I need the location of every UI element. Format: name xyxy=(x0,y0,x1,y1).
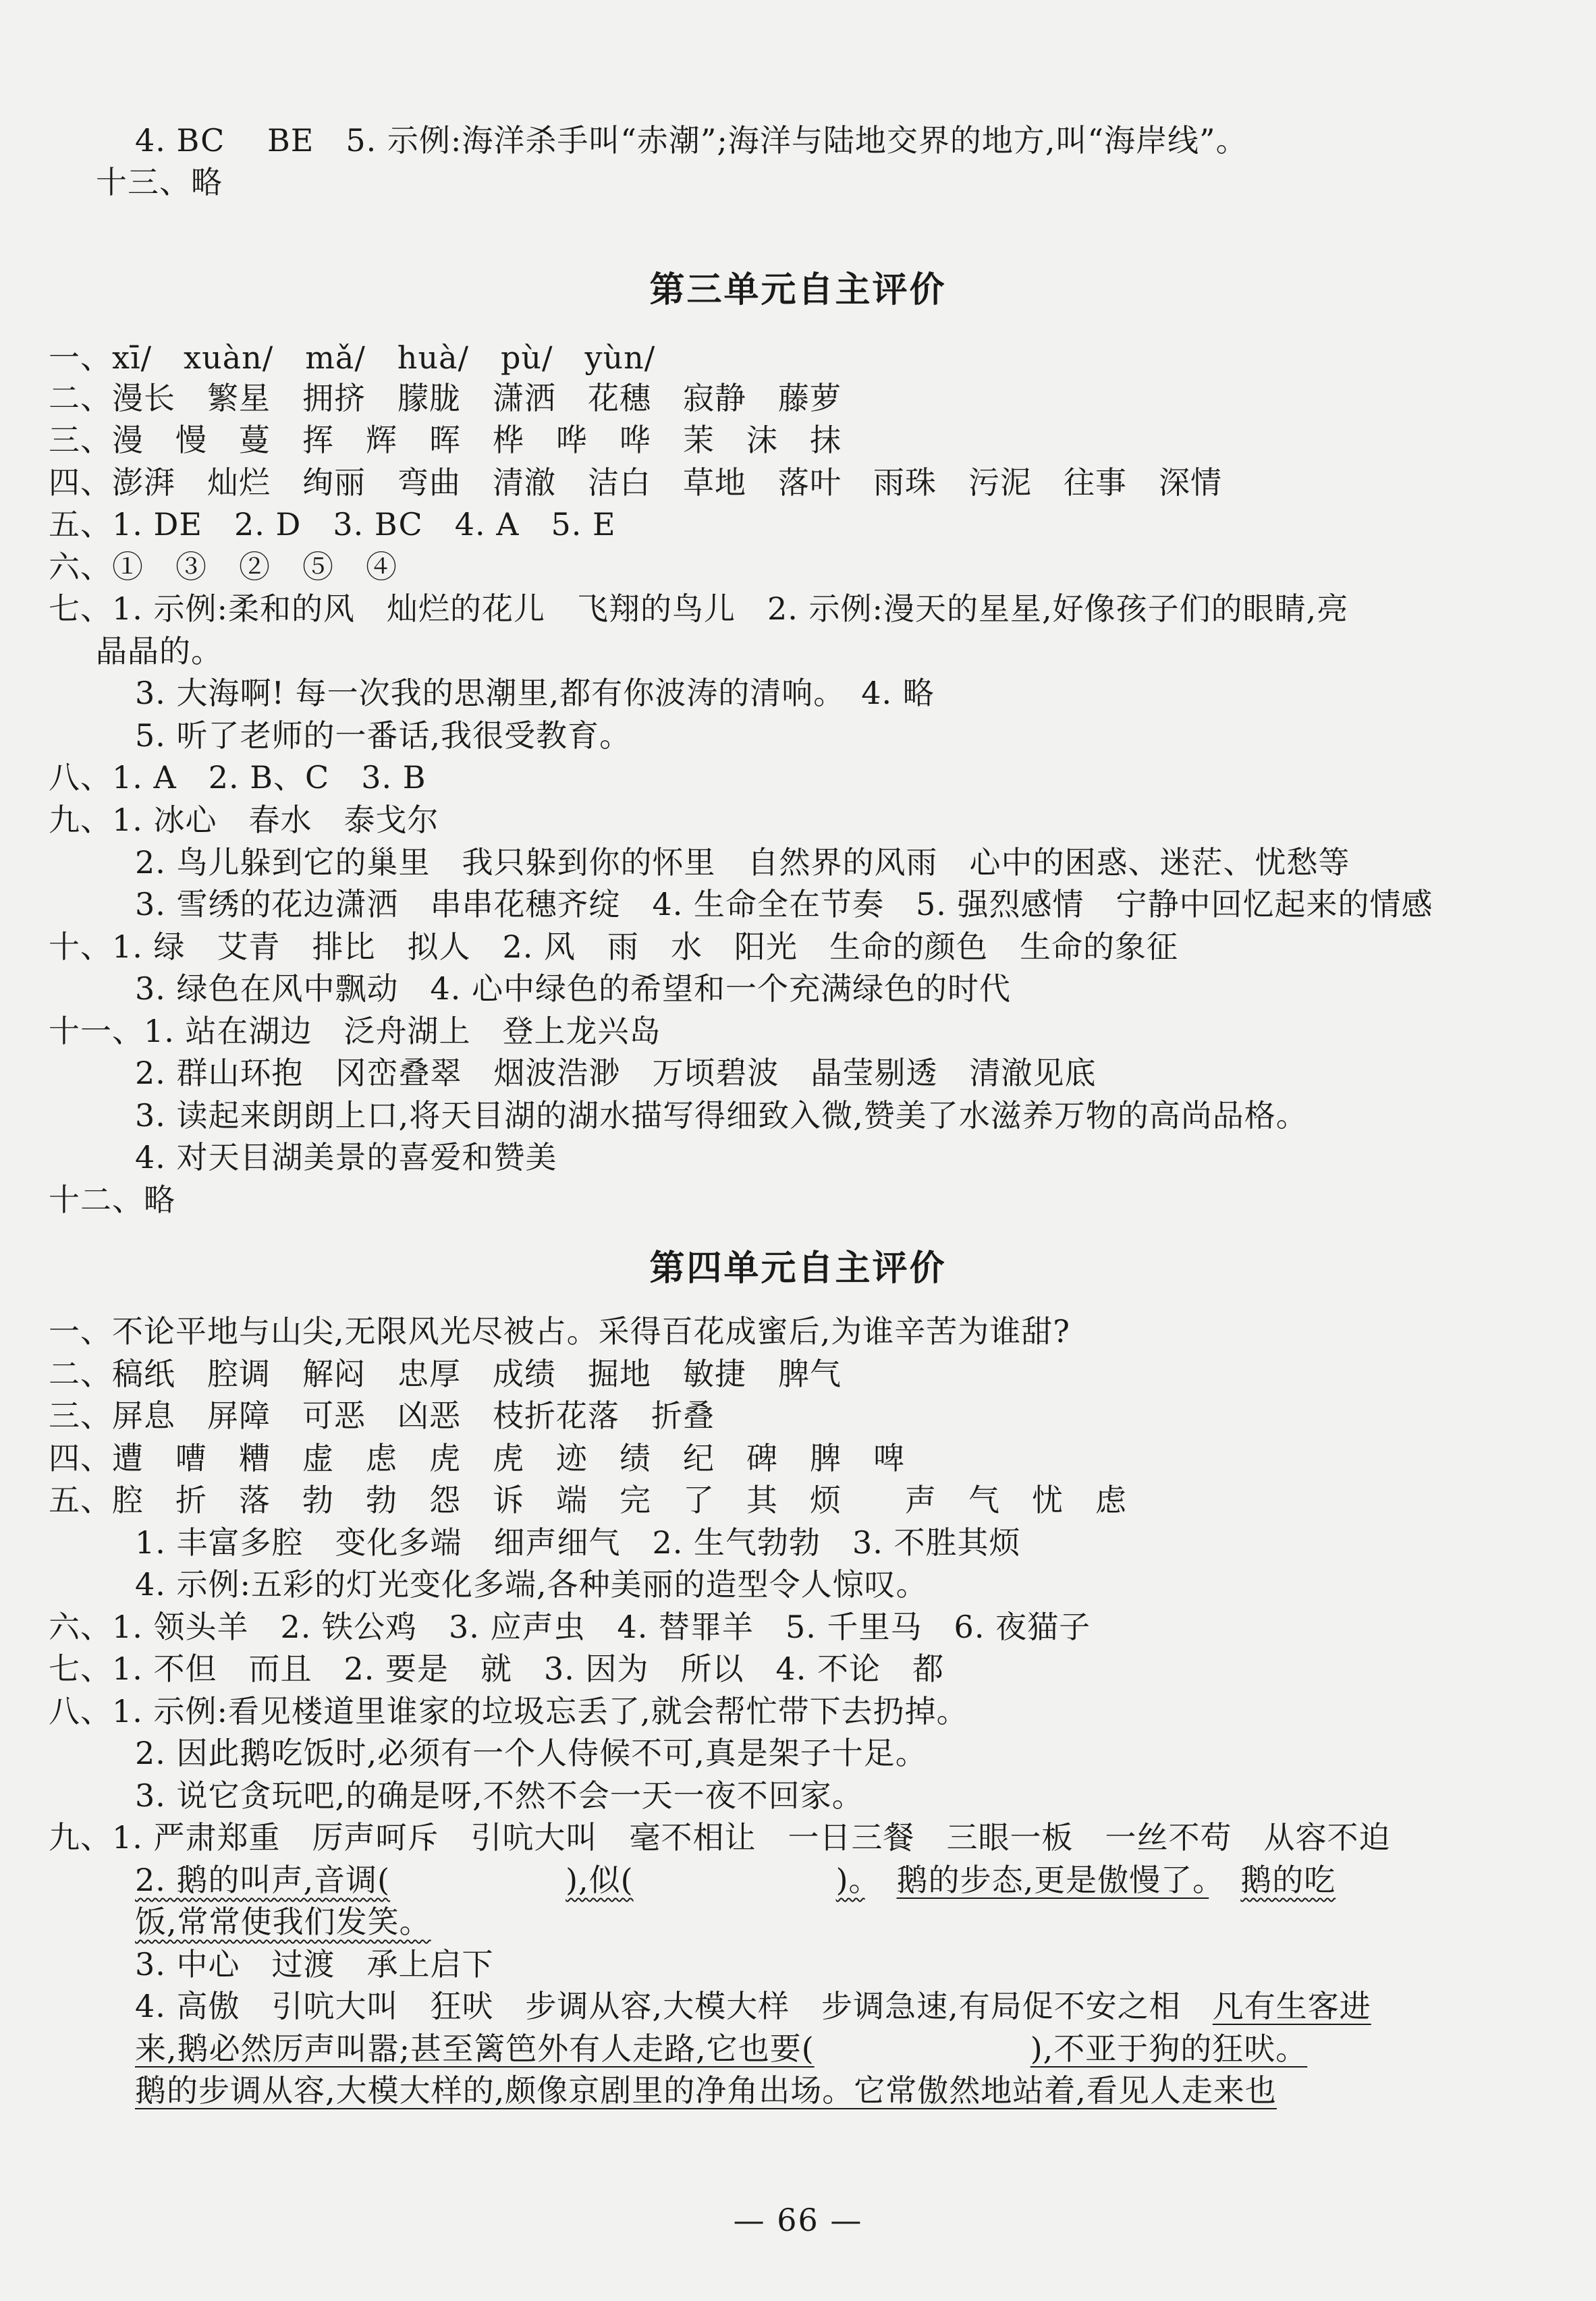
q9-2-wavy-b: 鹅的吃 xyxy=(1240,1862,1336,1898)
unit3-line: 四、澎湃 灿烂 绚丽 弯曲 清澈 洁白 草地 落叶 雨珠 污泥 往事 深情 xyxy=(49,464,1222,501)
unit3-line: 八、1. A 2. B、C 3. B xyxy=(49,759,426,796)
q9-4-line-2 xyxy=(135,2028,1307,2069)
unit3-line: 晶晶的。 xyxy=(96,633,223,669)
q9-3-line: 3. 中心 过渡 承上启下 xyxy=(135,1946,494,1983)
q9-2-line-1 xyxy=(135,1860,1336,1900)
unit4-line: 七、1. 不但 而且 2. 要是 就 3. 因为 所以 4. 不论 都 xyxy=(49,1651,945,1687)
unit3-line: 五、1. DE 2. D 3. BC 4. A 5. E xyxy=(49,506,616,543)
unit4-line: 八、1. 示例:看见楼道里谁家的垃圾忘丢了,就会帮忙带下去扔掉。 xyxy=(49,1693,968,1729)
q9-2-line-2 xyxy=(135,1902,431,1942)
q9-4-line-3 xyxy=(135,2070,1277,2111)
unit4-line: 4. 示例:五彩的灯光变化多端,各种美丽的造型令人惊叹。 xyxy=(135,1566,928,1603)
unit3-line: 2. 群山环抱 冈峦叠翠 烟波浩渺 万顷碧波 晶莹剔透 清澈见底 xyxy=(135,1055,1097,1091)
top-line-2: 十三、略 xyxy=(96,164,223,200)
unit3-line: 5. 听了老师的一番话,我很受教育。 xyxy=(135,717,632,754)
unit4-line: 五、腔 折 落 勃 勃 怨 诉 端 完 了 其 烦 声 气 忧 虑 xyxy=(49,1482,1127,1518)
q9-2-wavy-a: 2. 鹅的叫声,音调( ),似( )。 xyxy=(135,1862,865,1898)
unit4-line: 四、遭 嘈 糟 虚 虑 虎 虎 迹 绩 纪 碑 脾 啤 xyxy=(49,1440,905,1476)
unit4-line: 一、不论平地与山尖,无限风光尽被占。采得百花成蜜后,为谁辛苦为谁甜? xyxy=(49,1313,1070,1350)
q9-4-line-1: 4. 高傲 引吭大叫 狂吠 步调从容,大模大样 步调急速,有局促不安之相 凡有生客进 xyxy=(135,1988,1371,2024)
unit3-line: 一、xī/ xuàn/ mǎ/ huà/ pù/ yùn/ xyxy=(49,339,656,376)
page-number: — 66 — xyxy=(733,2202,863,2238)
q9-4-underline-a: 凡有生客进 xyxy=(1212,1988,1371,2024)
unit3-line: 十二、略 xyxy=(49,1182,175,1218)
unit3-line: 九、1. 冰心 春水 泰戈尔 xyxy=(49,802,439,838)
unit3-line: 三、漫 慢 蔓 挥 辉 晖 桦 哗 哗 茉 沫 抹 xyxy=(49,422,842,458)
q9-4-underline-c: 鹅的步调从容,大模大样的,颇像京剧里的净角出场。它常傲然地站着,看见人走来也 xyxy=(135,2072,1277,2109)
unit4-title: 第四单元自主评价 xyxy=(649,1248,947,1289)
unit3-title: 第三单元自主评价 xyxy=(649,270,947,310)
unit3-line: 3. 绿色在风中飘动 4. 心中绿色的希望和一个充满绿色的时代 xyxy=(135,970,1012,1007)
q9-2-straight: 鹅的步态,更是傲慢了。 xyxy=(896,1862,1209,1898)
unit4-line: 二、稿纸 腔调 解闷 忠厚 成绩 掘地 敏捷 脾气 xyxy=(49,1356,842,1392)
unit3-line: 4. 对天目湖美景的喜爱和赞美 xyxy=(135,1139,557,1175)
top-line-1: 4. BC BE 5. 示例:海洋杀手叫“赤潮”;海洋与陆地交界的地方,叫“海岸线”。 xyxy=(135,122,1248,159)
unit4-line: 三、屏息 屏障 可恶 凶恶 枝折花落 折叠 xyxy=(49,1397,715,1434)
unit4-line: 2. 因此鹅吃饭时,必须有一个人侍候不可,真是架子十足。 xyxy=(135,1735,927,1771)
unit3-line: 十一、1. 站在湖边 泛舟湖上 登上龙兴岛 xyxy=(49,1013,661,1049)
unit4-line: 3. 说它贪玩吧,的确是呀,不然不会一天一夜不回家。 xyxy=(135,1777,864,1814)
unit3-line: 3. 大海啊! 每一次我的思潮里,都有你波涛的清响。 4. 略 xyxy=(135,675,935,711)
unit3-line: 二、漫长 繁星 拥挤 朦胧 潇洒 花穗 寂静 藤萝 xyxy=(49,380,842,416)
unit3-line: 2. 鸟儿躲到它的巢里 我只躲到你的怀里 自然界的风雨 心中的困惑、迷茫、忧愁等 xyxy=(135,844,1350,881)
unit4-line: 六、1. 领头羊 2. 铁公鸡 3. 应声虫 4. 替罪羊 5. 千里马 6. 夜猫子 xyxy=(49,1609,1091,1645)
unit3-line: 3. 读起来朗朗上口,将天目湖的湖水描写得细致入微,赞美了水滋养万物的高尚品格。 xyxy=(135,1097,1308,1134)
q9-4-underline-b: 来,鹅必然厉声叫嚣;甚至篱笆外有人走路,它也要( ),不亚于狗的狂吠。 xyxy=(135,2030,1308,2067)
unit4-line: 1. 丰富多腔 变化多端 细声细气 2. 生气勃勃 3. 不胜其烦 xyxy=(135,1524,1021,1561)
q9-2-wavy-c: 饭,常常使我们发笑。 xyxy=(135,1904,431,1940)
unit3-line: 六、① ③ ② ⑤ ④ xyxy=(49,549,397,585)
unit3-line: 3. 雪绣的花边潇洒 串串花穗齐绽 4. 生命全在节奏 5. 强烈感情 宁静中回忆起来的情感 xyxy=(135,886,1433,922)
unit3-line: 十、1. 绿 艾青 排比 拟人 2. 风 雨 水 阳光 生命的颜色 生命的象征 xyxy=(49,928,1179,965)
unit4-line: 九、1. 严肃郑重 厉声呵斥 引吭大叫 毫不相让 一日三餐 三眼一板 一丝不苟 从容不迫 xyxy=(49,1819,1391,1856)
unit3-line: 七、1. 示例:柔和的风 灿烂的花儿 飞翔的鸟儿 2. 示例:漫天的星星,好像孩子们的眼睛,亮 xyxy=(49,590,1349,627)
